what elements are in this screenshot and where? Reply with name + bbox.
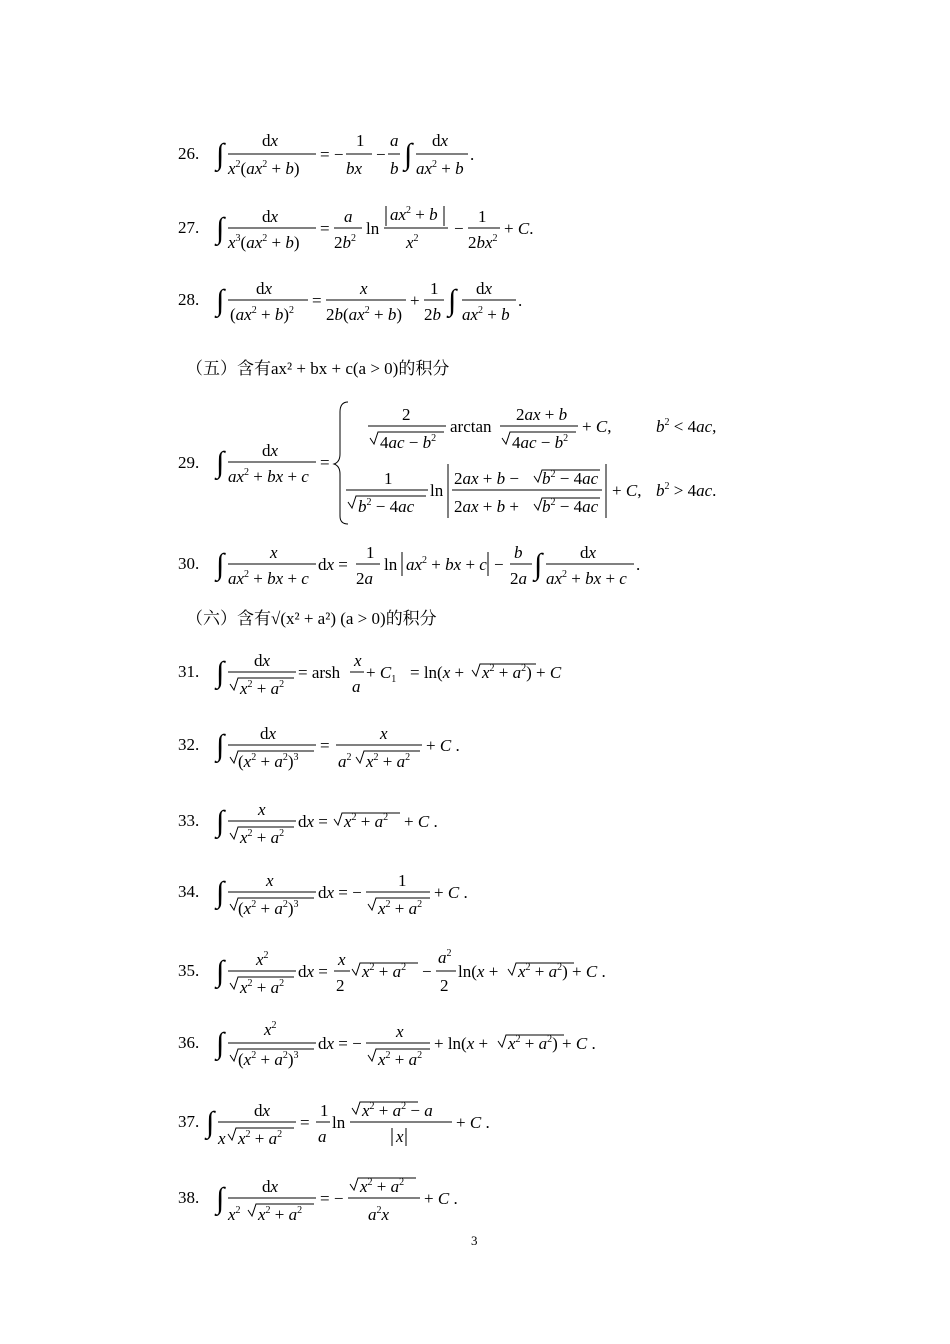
svg-text:x2 + a2: $x^2 + a^2$ — [378, 1050, 423, 1069]
svg-text:∫: ∫ — [216, 1182, 225, 1215]
svg-text:1: 1 — [384, 469, 393, 488]
svg-text:x2 + a2) + C: $x^2 + a^2) + C$ — [482, 663, 562, 682]
svg-text:a2: $a^2$ — [438, 948, 452, 967]
svg-text:1: 1 — [366, 543, 375, 562]
svg-text:2b(ax2 + b): $2b(ax^2 + b)$ — [326, 305, 402, 324]
formula-30 — [178, 536, 898, 592]
svg-text:x: x — [396, 1022, 404, 1041]
svg-text:2b: 2b — [424, 305, 441, 324]
formula-number: 32. — [178, 735, 200, 754]
svg-text:x: x — [360, 279, 368, 298]
formula-35 — [178, 943, 898, 999]
svg-text:dx = −: dx = − — [318, 1034, 362, 1053]
svg-text:ln: ln — [384, 555, 398, 574]
svg-text:2: 2 — [336, 976, 345, 995]
formula-number: 33. — [178, 811, 200, 830]
svg-text:4ac − b2: $4ac - b^2$ — [380, 433, 437, 452]
formula-38-expression — [216, 1170, 896, 1226]
formula-33 — [178, 793, 898, 849]
svg-text:x2 + a2) + C .: $x^2 + a^2) + C$ . — [518, 962, 606, 981]
formula-34 — [178, 864, 898, 920]
svg-text:= −: = − — [320, 1189, 344, 1208]
svg-text:∫: ∫ — [448, 284, 457, 317]
formula-32-expression — [216, 717, 896, 773]
svg-text:a: a — [318, 1127, 327, 1146]
section-heading-six — [186, 604, 437, 629]
svg-text:x: x — [258, 800, 266, 819]
page-number: 3 — [471, 1233, 478, 1248]
svg-text:.: . — [470, 145, 475, 164]
svg-text:+ C .: + C . — [426, 736, 460, 755]
svg-text:ax2 + bx + c: $ax^2$ + bx + c — [228, 569, 309, 588]
formula-28-expression — [216, 272, 896, 328]
svg-text:ax2 + bx + c: $ax^2$ + bx + c — [406, 555, 487, 574]
svg-text:+: + — [410, 291, 420, 310]
formula-31 — [178, 644, 898, 700]
svg-text:−: − — [376, 145, 386, 164]
svg-text:=: = — [320, 453, 330, 472]
svg-text:ln: ln — [366, 219, 380, 238]
svg-text:(ax2 + b)2: $(ax^2 + b)^2$ — [230, 305, 294, 324]
svg-text:−: − — [454, 219, 464, 238]
formula-26 — [178, 126, 898, 182]
formula-29 — [178, 398, 898, 528]
svg-text:2: 2 — [402, 405, 411, 424]
svg-text:+ C1: + $C_1$ — [366, 663, 397, 685]
svg-text:x2(ax2 + b): $x^2(ax^2 + b)$ — [228, 159, 300, 178]
formula-30-expression — [216, 536, 896, 592]
formula-number: 28. — [178, 290, 200, 309]
svg-text:b: b — [514, 543, 523, 562]
svg-text:x2 + a2: $x^2 + a^2$ — [344, 812, 389, 831]
svg-text:= arsh: = arsh — [298, 663, 341, 682]
svg-text:∫: ∫ — [216, 955, 225, 988]
svg-text:a2x: $a^2x$ — [368, 1205, 390, 1224]
svg-text:x: x — [218, 1129, 226, 1148]
section-prefix: （五）含有 — [186, 359, 271, 379]
svg-text:∫: ∫ — [216, 876, 225, 909]
svg-text:arctan: arctan — [450, 417, 492, 436]
formula-37 — [178, 1094, 898, 1150]
svg-text:ax2 + b: $ax^2 + b$ — [462, 305, 510, 324]
svg-text:dx =: dx = — [298, 812, 328, 831]
section-suffix: 的积分 — [398, 359, 450, 379]
svg-text:= −: = − — [320, 145, 344, 164]
svg-text:x: x — [380, 724, 388, 743]
svg-text:= ln(x +: = ln(x + — [410, 663, 465, 682]
svg-text:b2 − 4ac: $b^2 - 4ac$ — [542, 497, 599, 516]
svg-text:dx: dx — [254, 1101, 271, 1120]
svg-text:(x2 + a2)3: $(x^2 + a^2)^3$ — [238, 1050, 299, 1069]
formula-36 — [178, 1015, 898, 1071]
svg-text:b2 − 4ac: $b^2 - 4ac$ — [358, 497, 415, 516]
section-math: √(x² + a²) (a > 0) — [271, 609, 386, 628]
svg-text:∫: ∫ — [216, 138, 225, 171]
formula-35-expression — [216, 943, 896, 999]
svg-text:∫: ∫ — [216, 729, 225, 762]
svg-text:dx: dx — [260, 724, 277, 743]
section-math: ax² + bx + c(a > 0) — [271, 359, 399, 378]
svg-text:∫: ∫ — [216, 284, 225, 317]
formula-33-expression — [216, 793, 896, 849]
formula-37-expression — [206, 1094, 896, 1150]
svg-text:ax2 + b: $ax^2 + b$ — [416, 159, 464, 178]
svg-text:dx =: dx = — [318, 555, 348, 574]
svg-text:1: 1 — [398, 871, 407, 890]
svg-text:2bx2: $2bx^2$ — [468, 233, 498, 252]
svg-text:2: 2 — [440, 976, 449, 995]
svg-text:∫: ∫ — [216, 446, 225, 479]
svg-text:dx: dx — [580, 543, 597, 562]
formula-number: 35. — [178, 961, 200, 980]
svg-text:=: = — [300, 1113, 310, 1132]
svg-text:x2: $x^2$ — [228, 1205, 241, 1224]
svg-text:1: 1 — [478, 207, 487, 226]
svg-text:b2 − 4ac: $b^2 - 4ac$ — [542, 469, 599, 488]
svg-text:1: 1 — [356, 131, 365, 150]
svg-text:x2 + a2: $x^2 + a^2$ — [258, 1205, 303, 1224]
formula-number: 26. — [178, 144, 200, 163]
svg-text:a2: $a^2$ — [338, 752, 352, 771]
svg-text:b: b — [390, 159, 399, 178]
svg-text:dx: dx — [432, 131, 449, 150]
svg-text:x2: $x^2$ — [264, 1020, 277, 1039]
svg-text:x3(ax2 + b): $x^3(ax^2 + b)$ — [228, 233, 300, 252]
svg-text:x2 + a2: $x^2 + a^2$ — [360, 1177, 405, 1196]
svg-text:x2 + a2: $x^2 + a^2$ — [366, 752, 411, 771]
svg-text:+ ln(x +: + ln(x + — [434, 1034, 489, 1053]
svg-text:x2: $x^2$ — [256, 950, 269, 969]
svg-text:2ax + b −: 2ax + b − — [454, 469, 519, 488]
svg-text:x: x — [396, 1127, 404, 1146]
svg-text:dx: dx — [254, 651, 271, 670]
svg-text:−: − — [494, 555, 504, 574]
svg-text:dx: dx — [262, 441, 279, 460]
svg-text:1: 1 — [320, 1101, 329, 1120]
svg-text:∫: ∫ — [216, 805, 225, 838]
svg-text:=: = — [312, 291, 322, 310]
formula-27-expression — [216, 200, 896, 256]
svg-text:∫: ∫ — [216, 656, 225, 689]
svg-text:1: 1 — [430, 279, 439, 298]
svg-text:∫: ∫ — [534, 548, 543, 581]
formula-29-expression — [216, 398, 896, 528]
svg-text:∫: ∫ — [216, 212, 225, 245]
svg-text:∫: ∫ — [216, 1027, 225, 1060]
svg-text:x: x — [266, 871, 274, 890]
svg-text:ax2 + b: $ax^2 + b$ — [390, 205, 438, 224]
svg-text:x2 + a2 − a: $x^2 + a^2 - a$ — [362, 1101, 433, 1120]
formula-27 — [178, 200, 898, 256]
svg-text:bx: bx — [346, 159, 363, 178]
svg-text:x2 + a2: $x^2 + a^2$ — [240, 828, 285, 847]
section-prefix: （六）含有 — [186, 609, 271, 629]
svg-text:dx =: dx = — [298, 962, 328, 981]
formula-38 — [178, 1170, 898, 1226]
svg-text:+ C .: + C . — [424, 1189, 458, 1208]
svg-text:−: − — [422, 962, 432, 981]
formula-number: 38. — [178, 1188, 200, 1207]
svg-text:(x2 + a2)3: $(x^2 + a^2)^3$ — [238, 899, 299, 918]
svg-text:∫: ∫ — [404, 138, 413, 171]
formula-36-expression — [216, 1015, 896, 1071]
svg-text:dx: dx — [256, 279, 273, 298]
formula-number: 37. — [178, 1112, 200, 1131]
svg-text:+ C .: + C . — [434, 883, 468, 902]
svg-text:dx = −: dx = − — [318, 883, 362, 902]
svg-text:4ac − b2: $4ac - b^2$ — [512, 433, 569, 452]
svg-text:2a: 2a — [510, 569, 527, 588]
formula-number: 27. — [178, 218, 200, 237]
svg-text:.: . — [518, 291, 523, 310]
svg-text:x2 + a2: $x^2 + a^2$ — [238, 1129, 283, 1148]
svg-text:2a: 2a — [356, 569, 373, 588]
svg-text:x2 + a2) + C .: $x^2 + a^2) + C$ . — [508, 1034, 596, 1053]
svg-text:2ax + b: 2ax + b — [516, 405, 568, 424]
svg-text:=: = — [320, 219, 330, 238]
formula-number: 36. — [178, 1033, 200, 1052]
svg-text:ax2 + bx + c: $ax^2$ + bx + c — [228, 467, 309, 486]
svg-text:x2 + a2: $x^2 + a^2$ — [378, 899, 423, 918]
svg-text:+ C .: + C . — [456, 1113, 490, 1132]
svg-text:a: a — [352, 677, 361, 696]
formula-number: 29. — [178, 453, 200, 472]
svg-text:+ C .: + C . — [404, 812, 438, 831]
section-heading-five — [186, 354, 449, 379]
svg-text:∫: ∫ — [206, 1106, 215, 1139]
svg-text:x2 + a2: $x^2 + a^2$ — [362, 962, 407, 981]
formula-28 — [178, 272, 898, 328]
svg-text:x: x — [338, 950, 346, 969]
svg-text:b2 < 4ac,: $b^2 < 4ac$, — [656, 417, 717, 436]
formula-32 — [178, 717, 898, 773]
svg-text:dx: dx — [262, 1177, 279, 1196]
svg-text:∫: ∫ — [216, 548, 225, 581]
svg-text:x2: $x^2$ — [406, 233, 419, 252]
svg-text:dx: dx — [262, 131, 279, 150]
svg-text:x2 + a2: $x^2 + a^2$ — [240, 679, 285, 698]
svg-text:2ax + b +: 2ax + b + — [454, 497, 519, 516]
formula-26-expression — [216, 126, 896, 182]
formula-34-expression — [216, 864, 896, 920]
svg-text:(x2 + a2)3: $(x^2 + a^2)^3$ — [238, 752, 299, 771]
svg-text:+ C,: + C, — [582, 417, 612, 436]
formula-number: 31. — [178, 662, 200, 681]
svg-text:b2 > 4ac.: $b^2 > 4ac$. — [656, 481, 717, 500]
svg-text:2b2: $2b^2$ — [334, 233, 356, 252]
svg-text:.: . — [636, 555, 641, 574]
formula-31-expression — [216, 644, 896, 700]
svg-text:dx: dx — [476, 279, 493, 298]
svg-text:+ C,: + C, — [612, 481, 642, 500]
svg-text:a: a — [390, 131, 399, 150]
svg-text:ln: ln — [332, 1113, 346, 1132]
svg-text:x: x — [270, 543, 278, 562]
section-suffix: 的积分 — [385, 609, 437, 629]
formula-number: 34. — [178, 882, 200, 901]
svg-text:=: = — [320, 736, 330, 755]
svg-text:dx: dx — [262, 207, 279, 226]
svg-text:ln: ln — [430, 481, 444, 500]
svg-text:+ C.: + C. — [504, 219, 534, 238]
svg-text:ln(x +: ln(x + — [458, 962, 499, 981]
formula-number: 30. — [178, 554, 200, 573]
svg-text:a: a — [344, 207, 353, 226]
svg-text:ax2 + bx + c: $ax^2$ + bx + c — [546, 569, 627, 588]
svg-text:x2 + a2: $x^2 + a^2$ — [240, 978, 285, 997]
svg-text:x: x — [354, 651, 362, 670]
